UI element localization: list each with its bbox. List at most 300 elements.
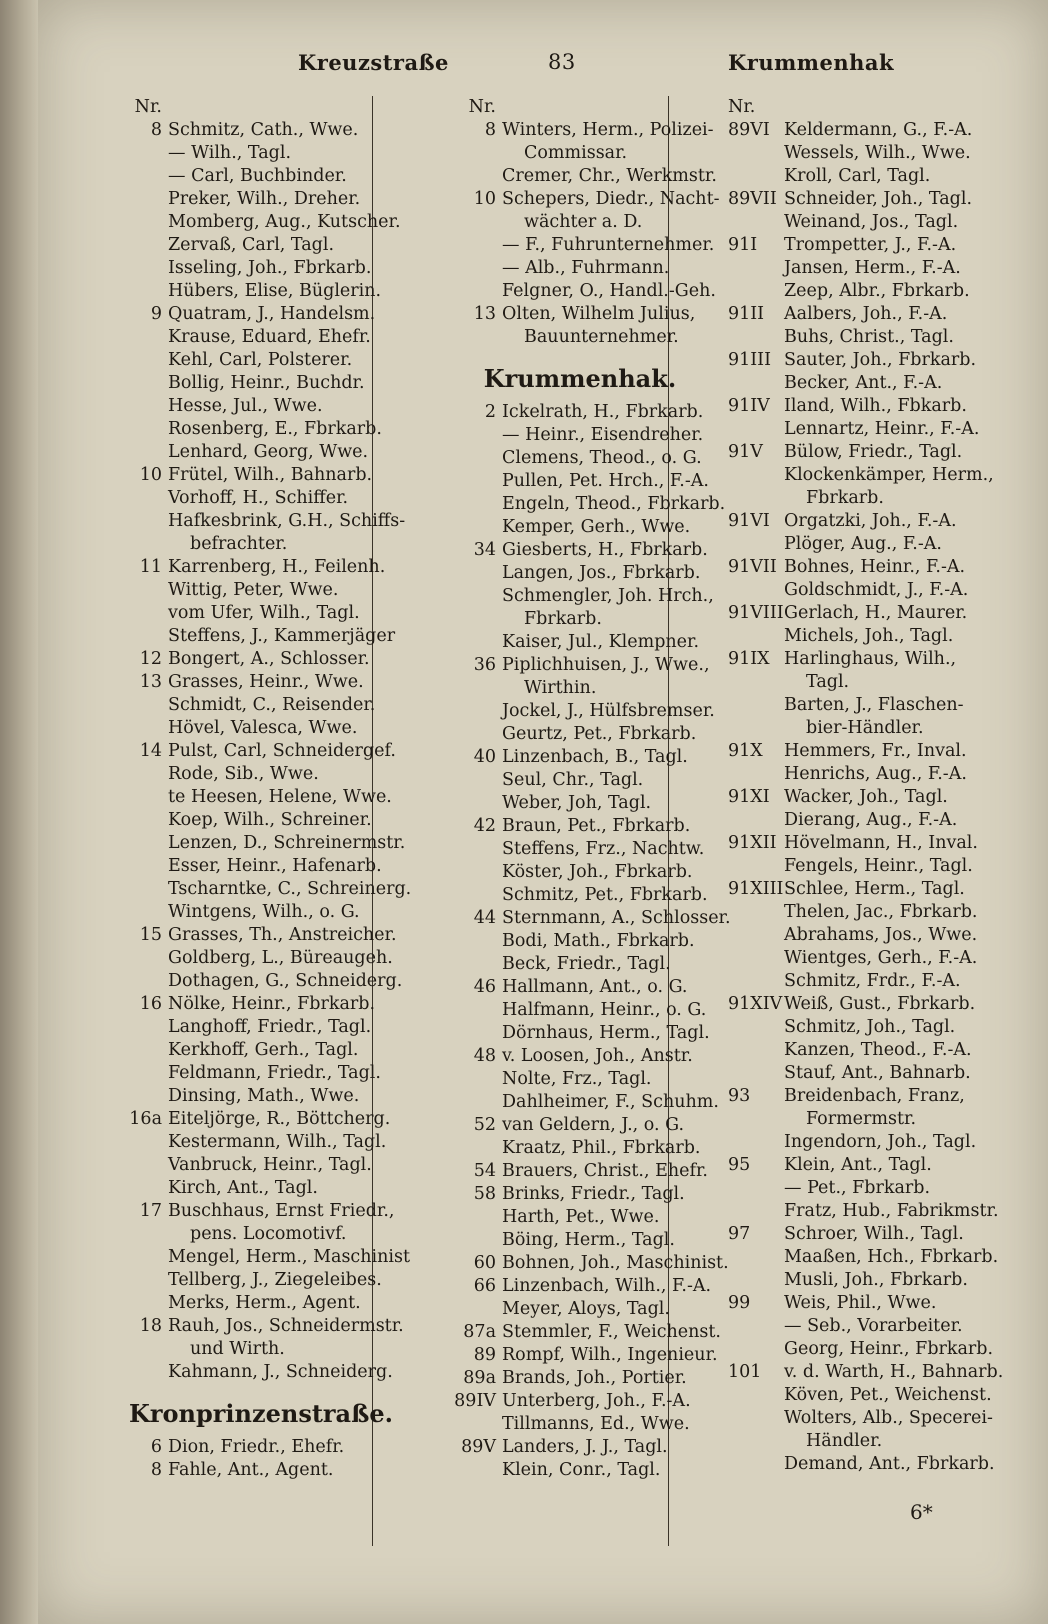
resident-entry-text: Kroll, Carl, Tagl. — [784, 166, 931, 186]
house-number: 18 — [139, 1316, 162, 1336]
directory-entry — [96, 1177, 426, 1200]
resident-entry-text: Schepers, Diedr., Nacht- — [502, 189, 720, 209]
resident-entry-text: Abrahams, Jos., Wwe. — [784, 925, 978, 945]
house-number — [726, 464, 784, 487]
directory-entry — [96, 602, 426, 625]
house-number: 16a — [129, 1109, 162, 1129]
house-number: 91X — [728, 741, 763, 761]
house-number — [430, 424, 502, 447]
directory-entry — [430, 608, 730, 631]
resident-entry-text: Geurtz, Pet., Fbrkarb. — [502, 724, 697, 744]
resident-entry-text: Sauter, Joh., Fbrkarb. — [784, 350, 977, 370]
house-number: 60 — [473, 1253, 496, 1273]
directory-entry — [430, 631, 730, 654]
directory-entry — [96, 211, 426, 234]
directory-entry — [430, 1459, 730, 1482]
directory-entry — [430, 1022, 730, 1045]
resident-entry-text: Köven, Pet., Weichenst. — [784, 1385, 992, 1405]
directory-entry — [430, 142, 730, 165]
directory-entry — [726, 1361, 1026, 1384]
resident-entry-text: Clemens, Theod., o. G. — [502, 448, 702, 468]
resident-entry-text: te Heesen, Helene, Wwe. — [168, 787, 392, 807]
resident-entry-text: Hübers, Elise, Büglerin. — [168, 281, 382, 301]
directory-entry — [430, 211, 730, 234]
directory-entry — [726, 786, 1026, 809]
directory-entry — [430, 1045, 730, 1068]
directory-entry — [726, 1131, 1026, 1154]
directory-entry — [726, 1039, 1026, 1062]
resident-entry-text: Brands, Joh., Portier. — [502, 1368, 687, 1388]
resident-entry-text: Schmitz, Joh., Tagl. — [784, 1017, 956, 1037]
directory-entry — [726, 119, 1026, 142]
running-head-left: Kreuzstraße — [298, 50, 449, 75]
directory-entry — [96, 625, 426, 648]
house-number — [726, 280, 784, 303]
resident-entry-text: Nolte, Frz., Tagl. — [502, 1069, 652, 1089]
resident-entry-text: Linzenbach, Wilh., F.-A. — [502, 1276, 712, 1296]
house-number — [726, 579, 784, 602]
house-number — [430, 516, 502, 539]
directory-entry — [430, 1275, 730, 1298]
house-number: 91V — [728, 442, 763, 462]
house-number — [726, 1269, 784, 1292]
directory-entry — [726, 1177, 1026, 1200]
directory-entry — [96, 372, 426, 395]
house-number — [96, 326, 168, 349]
directory-entry — [726, 763, 1026, 786]
house-number — [96, 1246, 168, 1269]
house-number — [726, 625, 784, 648]
resident-entry-text: Buschhaus, Ernst Friedr., — [168, 1201, 395, 1221]
resident-entry-text: Schmidt, C., Reisender. — [168, 695, 376, 715]
directory-entry — [430, 562, 730, 585]
resident-entry-text: Engeln, Theod., Fbrkarb. — [502, 494, 726, 514]
directory-entry — [430, 493, 730, 516]
house-number — [96, 1338, 168, 1361]
resident-entry-text: Piplichhuisen, J., Wwe., — [502, 655, 710, 675]
resident-entry-text: Eiteljörge, R., Böttcherg. — [168, 1109, 391, 1129]
directory-entry — [96, 855, 426, 878]
house-number: 89 — [473, 1345, 496, 1365]
house-number — [96, 809, 168, 832]
house-number — [430, 999, 502, 1022]
house-number — [96, 625, 168, 648]
house-number — [96, 1177, 168, 1200]
house-number — [96, 234, 168, 257]
directory-entry — [726, 878, 1026, 901]
house-number — [96, 510, 168, 533]
directory-entry — [726, 1292, 1026, 1315]
directory-entry — [96, 717, 426, 740]
resident-entry-text: Wacker, Joh., Tagl. — [784, 787, 948, 807]
house-number — [96, 188, 168, 211]
directory-entry — [96, 1459, 426, 1482]
house-number: 17 — [139, 1201, 162, 1221]
resident-entry-text: — F., Fuhrunternehmer. — [502, 235, 715, 255]
house-number: 91IX — [728, 649, 770, 669]
house-number — [430, 861, 502, 884]
resident-entry-text: Sternmann, A., Schlosser. — [502, 908, 731, 928]
directory-entry — [430, 861, 730, 884]
resident-entry-text: Hafkesbrink, G.H., Schiffs- — [168, 511, 406, 531]
house-number: 44 — [473, 908, 496, 928]
directory-entry — [430, 303, 730, 326]
resident-entry-text: Köster, Joh., Fbrkarb. — [502, 862, 693, 882]
house-number — [96, 602, 168, 625]
house-number — [726, 809, 784, 832]
resident-entry-text: Brauers, Christ., Ehefr. — [502, 1161, 708, 1181]
house-number — [96, 1292, 168, 1315]
directory-entry — [430, 470, 730, 493]
resident-entry-text: Zeep, Albr., Fbrkarb. — [784, 281, 970, 301]
directory-entry — [96, 1223, 426, 1246]
directory-entry — [96, 1016, 426, 1039]
resident-entry-text: Ickelrath, H., Fbrkarb. — [502, 402, 704, 422]
directory-entry — [726, 280, 1026, 303]
directory-entry — [430, 769, 730, 792]
house-number: Nr. — [468, 97, 496, 117]
house-number — [430, 142, 502, 165]
resident-entry-text: Buhs, Christ., Tagl. — [784, 327, 954, 347]
house-number: 91XIII — [728, 879, 784, 899]
directory-entry — [96, 349, 426, 372]
directory-entry — [726, 579, 1026, 602]
house-number: 6 — [150, 1437, 162, 1457]
house-number — [96, 832, 168, 855]
directory-entry — [726, 142, 1026, 165]
house-number: 2 — [484, 402, 496, 422]
resident-entry-text: Linzenbach, B., Tagl. — [502, 747, 688, 767]
house-number — [430, 700, 502, 723]
resident-entry-text: Fratz, Hub., Fabrikmstr. — [784, 1201, 999, 1221]
directory-entry — [96, 1062, 426, 1085]
house-number — [726, 1039, 784, 1062]
directory-entry — [726, 1062, 1026, 1085]
resident-entry-text: Wintgens, Wilh., o. G. — [168, 902, 360, 922]
directory-entry — [430, 976, 730, 999]
directory-entry — [96, 1269, 426, 1292]
resident-entry-text: Frütel, Wilh., Bahnarb. — [168, 465, 373, 485]
directory-entry — [96, 740, 426, 763]
house-number: 40 — [473, 747, 496, 767]
resident-entry-text: befrachter. — [190, 534, 288, 554]
resident-entry-text: Schmitz, Cath., Wwe. — [168, 120, 359, 140]
resident-entry-text: Kaiser, Jul., Klempner. — [502, 632, 700, 652]
resident-entry-text: Bauunternehmer. — [524, 327, 679, 347]
directory-entry — [96, 280, 426, 303]
resident-entry-text: Bohnes, Heinr., F.-A. — [784, 557, 966, 577]
resident-entry-text: Schneider, Joh., Tagl. — [784, 189, 973, 209]
resident-entry-text: Braun, Pet., Fbrkarb. — [502, 816, 691, 836]
resident-entry-text: Mengel, Herm., Maschinist — [168, 1247, 410, 1267]
house-number — [430, 631, 502, 654]
resident-entry-text: Isseling, Joh., Fbrkarb. — [168, 258, 372, 278]
resident-entry-text: Meyer, Aloys, Tagl. — [502, 1299, 670, 1319]
directory-entry — [96, 1338, 426, 1361]
directory-entry — [430, 1298, 730, 1321]
resident-entry-text: — Alb., Fuhrmann. — [502, 258, 670, 278]
house-number — [96, 349, 168, 372]
directory-entry — [726, 418, 1026, 441]
directory-entry — [96, 579, 426, 602]
house-number — [726, 1384, 784, 1407]
resident-entry-text: Dothagen, G., Schneiderg. — [168, 971, 403, 991]
resident-entry-text: Unterberg, Joh., F.-A. — [502, 1391, 691, 1411]
resident-entry-text: Händler. — [806, 1431, 883, 1451]
house-number — [96, 1039, 168, 1062]
house-number: 36 — [473, 655, 496, 675]
house-number — [430, 1298, 502, 1321]
resident-entry-text: und Wirth. — [190, 1339, 285, 1359]
directory-entry — [726, 1269, 1026, 1292]
house-number: 58 — [473, 1184, 496, 1204]
resident-entry-text: Fengels, Heinr., Tagl. — [784, 856, 973, 876]
directory-entry — [96, 142, 426, 165]
directory-entry — [430, 1367, 730, 1390]
resident-entry-text: Harlinghaus, Wilh., — [784, 649, 957, 669]
column-1 — [96, 96, 426, 1482]
house-number: 91VII — [728, 557, 777, 577]
resident-entry-text: Merks, Herm., Agent. — [168, 1293, 361, 1313]
directory-entry — [726, 1315, 1026, 1338]
house-number — [726, 372, 784, 395]
resident-entry-text: Jockel, J., Hülfsbremser. — [502, 701, 715, 721]
resident-entry-text: Dörnhaus, Herm., Tagl. — [502, 1023, 710, 1043]
directory-entry — [96, 441, 426, 464]
directory-entry — [96, 694, 426, 717]
resident-entry-text: Thelen, Jac., Fbrkarb. — [784, 902, 978, 922]
directory-entry — [726, 257, 1026, 280]
resident-entry-text: Lenhard, Georg, Wwe. — [168, 442, 369, 462]
house-number — [430, 1068, 502, 1091]
directory-entry — [96, 1131, 426, 1154]
directory-entry — [430, 1321, 730, 1344]
house-number — [96, 1131, 168, 1154]
directory-entry — [430, 792, 730, 815]
directory-entry — [430, 188, 730, 211]
resident-entry-text: Lennartz, Heinr., F.-A. — [784, 419, 980, 439]
resident-entry-text: Karrenberg, H., Feilenh. — [168, 557, 386, 577]
directory-entry — [726, 832, 1026, 855]
resident-entry-text: Fbrkarb. — [806, 488, 884, 508]
house-number — [726, 1108, 784, 1131]
house-number — [430, 838, 502, 861]
resident-entry-text: Pulst, Carl, Schneidergef. — [168, 741, 396, 761]
directory-entry — [96, 947, 426, 970]
house-number: 34 — [473, 540, 496, 560]
directory-entry — [430, 1252, 730, 1275]
house-number — [430, 930, 502, 953]
house-number — [726, 1338, 784, 1361]
house-number — [726, 418, 784, 441]
house-number: 46 — [473, 977, 496, 997]
directory-entry — [96, 809, 426, 832]
resident-entry-text: Wientges, Gerh., F.-A. — [784, 948, 978, 968]
resident-entry-text: Steffens, Frz., Nachtw. — [502, 839, 705, 859]
house-number — [96, 1223, 168, 1246]
house-number: 54 — [473, 1161, 496, 1181]
resident-entry-text: Weinand, Jos., Tagl. — [784, 212, 959, 232]
resident-entry-text: Giesberts, H., Fbrkarb. — [502, 540, 708, 560]
house-number: 8 — [484, 120, 496, 140]
directory-entry — [96, 671, 426, 694]
directory-entry — [430, 654, 730, 677]
resident-entry-text: Langhoff, Friedr., Tagl. — [168, 1017, 372, 1037]
directory-entry — [96, 1436, 426, 1459]
house-number: 42 — [473, 816, 496, 836]
resident-entry-text: Stemmler, F., Weichenst. — [502, 1322, 721, 1342]
directory-entry — [430, 585, 730, 608]
resident-entry-text: Kahmann, J., Schneiderg. — [168, 1362, 393, 1382]
directory-entry — [96, 556, 426, 579]
house-number — [96, 1016, 168, 1039]
directory-entry — [726, 1085, 1026, 1108]
house-number — [96, 901, 168, 924]
house-number — [96, 142, 168, 165]
house-number — [96, 395, 168, 418]
house-number — [726, 211, 784, 234]
house-number: 10 — [139, 465, 162, 485]
directory-entry — [430, 424, 730, 447]
resident-entry-text: Krause, Eduard, Ehefr. — [168, 327, 371, 347]
house-number — [96, 1062, 168, 1085]
directory-entry — [726, 924, 1026, 947]
directory-entry — [726, 96, 1026, 119]
resident-entry-text: Becker, Ant., F.-A. — [784, 373, 943, 393]
resident-entry-text: Klein, Conr., Tagl. — [502, 1460, 661, 1480]
house-number: 91XI — [728, 787, 770, 807]
directory-entry — [96, 1154, 426, 1177]
resident-entry-text: Dierang, Aug., F.-A. — [784, 810, 958, 830]
resident-entry-text: Zervaß, Carl, Tagl. — [168, 235, 335, 255]
resident-entry-text: Formermstr. — [806, 1109, 917, 1129]
directory-entry — [96, 1246, 426, 1269]
house-number — [96, 947, 168, 970]
resident-entry-text: Fahle, Ant., Agent. — [168, 1460, 334, 1480]
resident-entry-text: Dahlheimer, F., Schuhm. — [502, 1092, 719, 1112]
house-number — [430, 769, 502, 792]
resident-entry-text: Halfmann, Heinr., o. G. — [502, 1000, 707, 1020]
resident-entry-text: Felgner, O., Handl.-Geh. — [502, 281, 716, 301]
directory-entry — [430, 1114, 730, 1137]
house-number: 48 — [473, 1046, 496, 1066]
resident-entry-text: Goldschmidt, J., F.-A. — [784, 580, 969, 600]
resident-entry-text: Cremer, Chr., Werkmstr. — [502, 166, 717, 186]
resident-entry-text: Rosenberg, E., Fbrkarb. — [168, 419, 382, 439]
resident-entry-text: Barten, J., Flaschen- — [784, 695, 964, 715]
directory-entry — [726, 1384, 1026, 1407]
house-number — [96, 786, 168, 809]
resident-entry-text: Tagl. — [806, 672, 850, 692]
house-number — [726, 1315, 784, 1338]
house-number: 89VI — [728, 120, 770, 140]
house-number: Nr. — [728, 97, 756, 117]
directory-entry — [96, 464, 426, 487]
resident-entry-text: Commissar. — [524, 143, 628, 163]
resident-entry-text: wächter a. D. — [524, 212, 643, 232]
house-number — [430, 234, 502, 257]
resident-entry-text: Ingendorn, Joh., Tagl. — [784, 1132, 977, 1152]
resident-entry-text: Esser, Heinr., Hafenarb. — [168, 856, 382, 876]
house-number: 95 — [728, 1155, 751, 1175]
house-number — [726, 947, 784, 970]
resident-entry-text: Schroer, Wilh., Tagl. — [784, 1224, 964, 1244]
resident-entry-text: Henrichs, Aug., F.-A. — [784, 764, 967, 784]
house-number — [430, 1459, 502, 1482]
house-number — [96, 1269, 168, 1292]
resident-entry-text: Beck, Friedr., Tagl. — [502, 954, 671, 974]
house-number — [96, 1085, 168, 1108]
resident-entry-text: Stauf, Ant., Bahnarb. — [784, 1063, 971, 1083]
directory-entry — [96, 119, 426, 142]
directory-entry — [96, 96, 426, 119]
resident-entry-text: Plöger, Aug., F.-A. — [784, 534, 942, 554]
resident-entry-text: Pullen, Pet. Hrch., F.-A. — [502, 471, 709, 491]
resident-entry-text: vom Ufer, Wilh., Tagl. — [168, 603, 360, 623]
resident-entry-text: Hemmers, Fr., Inval. — [784, 741, 967, 761]
directory-entry — [430, 723, 730, 746]
resident-entry-text: Quatram, J., Handelsm. — [168, 304, 376, 324]
house-number — [96, 211, 168, 234]
resident-entry-text: Lenzen, D., Schreinermstr. — [168, 833, 406, 853]
resident-entry-text: Winters, Herm., Polizei- — [502, 120, 714, 140]
house-number: 89a — [463, 1368, 496, 1388]
directory-entry — [96, 648, 426, 671]
house-number — [96, 257, 168, 280]
directory-entry — [726, 234, 1026, 257]
resident-entry-text: Wolters, Alb., Specerei- — [784, 1408, 993, 1428]
house-number — [726, 1177, 784, 1200]
directory-entry — [726, 487, 1026, 510]
directory-entry — [430, 1229, 730, 1252]
resident-entry-text: Schlee, Herm., Tagl. — [784, 879, 965, 899]
house-number: 91I — [728, 235, 758, 255]
house-number — [96, 533, 168, 556]
directory-entry — [726, 188, 1026, 211]
resident-entry-text: Klockenkämper, Herm., — [784, 465, 994, 485]
house-number — [726, 165, 784, 188]
directory-entry — [430, 326, 730, 349]
resident-entry-text: Tillmanns, Ed., Wwe. — [502, 1414, 690, 1434]
directory-entry — [726, 809, 1026, 832]
resident-entry-text: Landers, J. J., Tagl. — [502, 1437, 668, 1457]
resident-entry-text: v. d. Warth, H., Bahnarb. — [784, 1362, 1004, 1382]
house-number — [430, 677, 502, 700]
directory-entry — [430, 280, 730, 303]
house-number — [430, 1022, 502, 1045]
resident-entry-text: Brinks, Friedr., Tagl. — [502, 1184, 685, 1204]
directory-entry — [430, 999, 730, 1022]
directory-entry — [430, 1344, 730, 1367]
resident-entry-text: Dion, Friedr., Ehefr. — [168, 1437, 345, 1457]
house-number — [726, 326, 784, 349]
directory-entry — [96, 786, 426, 809]
directory-entry — [726, 1108, 1026, 1131]
resident-entry-text: Hövelmann, H., Inval. — [784, 833, 978, 853]
directory-entry — [96, 1039, 426, 1062]
directory-entry — [96, 970, 426, 993]
house-number — [726, 717, 784, 740]
resident-entry-text: Wirthin. — [524, 678, 597, 698]
resident-entry-text: Grasses, Heinr., Wwe. — [168, 672, 364, 692]
house-number — [430, 211, 502, 234]
resident-entry-text: Böing, Herm., Tagl. — [502, 1230, 675, 1250]
resident-entry-text: Nölke, Heinr., Fbrkarb. — [168, 994, 376, 1014]
resident-entry-text: Georg, Heinr., Fbrkarb. — [784, 1339, 994, 1359]
house-number: 66 — [473, 1276, 496, 1296]
house-number: 13 — [473, 304, 496, 324]
house-number: 12 — [139, 649, 162, 669]
